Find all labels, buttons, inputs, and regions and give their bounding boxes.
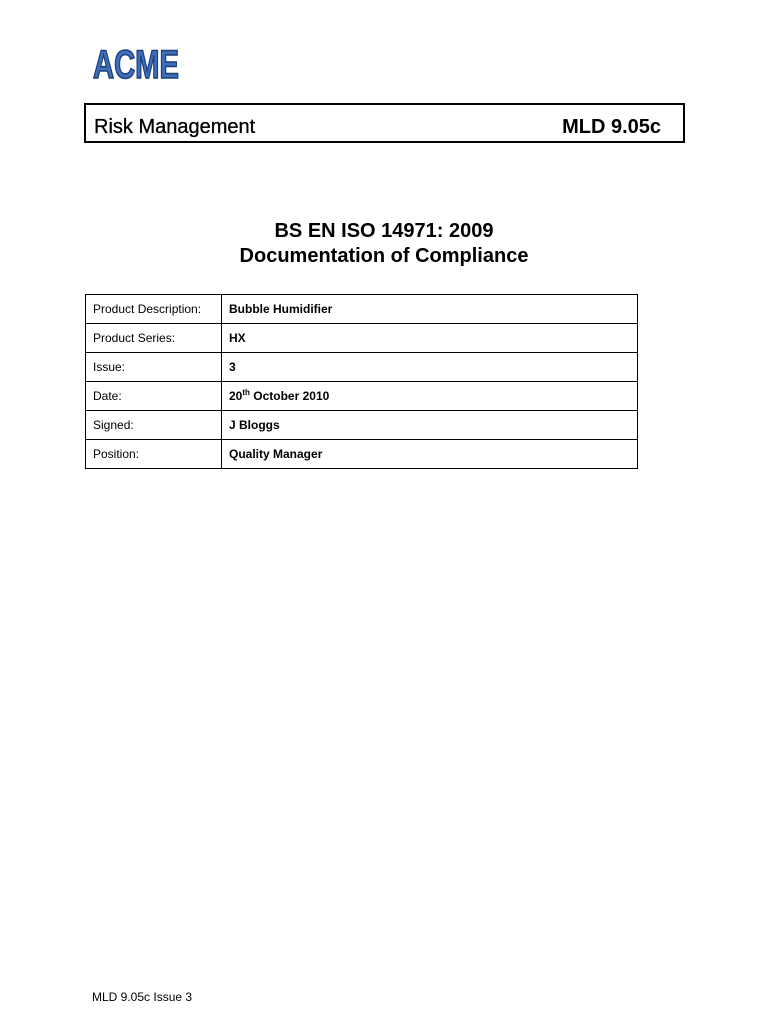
document-subtitle: Documentation of Compliance [239,245,529,267]
header-document-code: MLD 9.05c [562,116,661,138]
row-label: Date: [86,382,222,411]
table-row [86,295,638,324]
row-value: HX [222,324,638,353]
row-value: 3 [222,353,638,382]
table-row [86,353,638,382]
row-label: Signed: [86,411,222,440]
table-row [86,382,638,411]
acme-logo [92,40,182,87]
product-info-table [85,294,638,469]
table-row [86,324,638,353]
row-value-date [222,382,638,411]
svg-text:ACME: ACME [93,43,179,87]
row-label: Issue: [86,353,222,382]
acme-logo-image [92,40,182,87]
document-header [84,103,685,143]
header-section-title: Risk Management [94,116,256,138]
date-ordinal-suffix: th [242,388,250,397]
row-value: Bubble Humidifier [222,295,638,324]
document-standard-title: BS EN ISO 14971: 2009 [274,220,494,242]
date-month-year: October 2010 [249,389,330,403]
row-label: Position: [86,440,222,469]
page-footer: MLD 9.05c Issue 3 [92,990,193,1004]
row-value: J Bloggs [222,411,638,440]
row-label: Product Series: [86,324,222,353]
table-row [86,411,638,440]
date-day: 20 [229,389,243,403]
table-row [86,440,638,469]
row-value: Quality Manager [222,440,638,469]
row-label: Product Description: [86,295,222,324]
